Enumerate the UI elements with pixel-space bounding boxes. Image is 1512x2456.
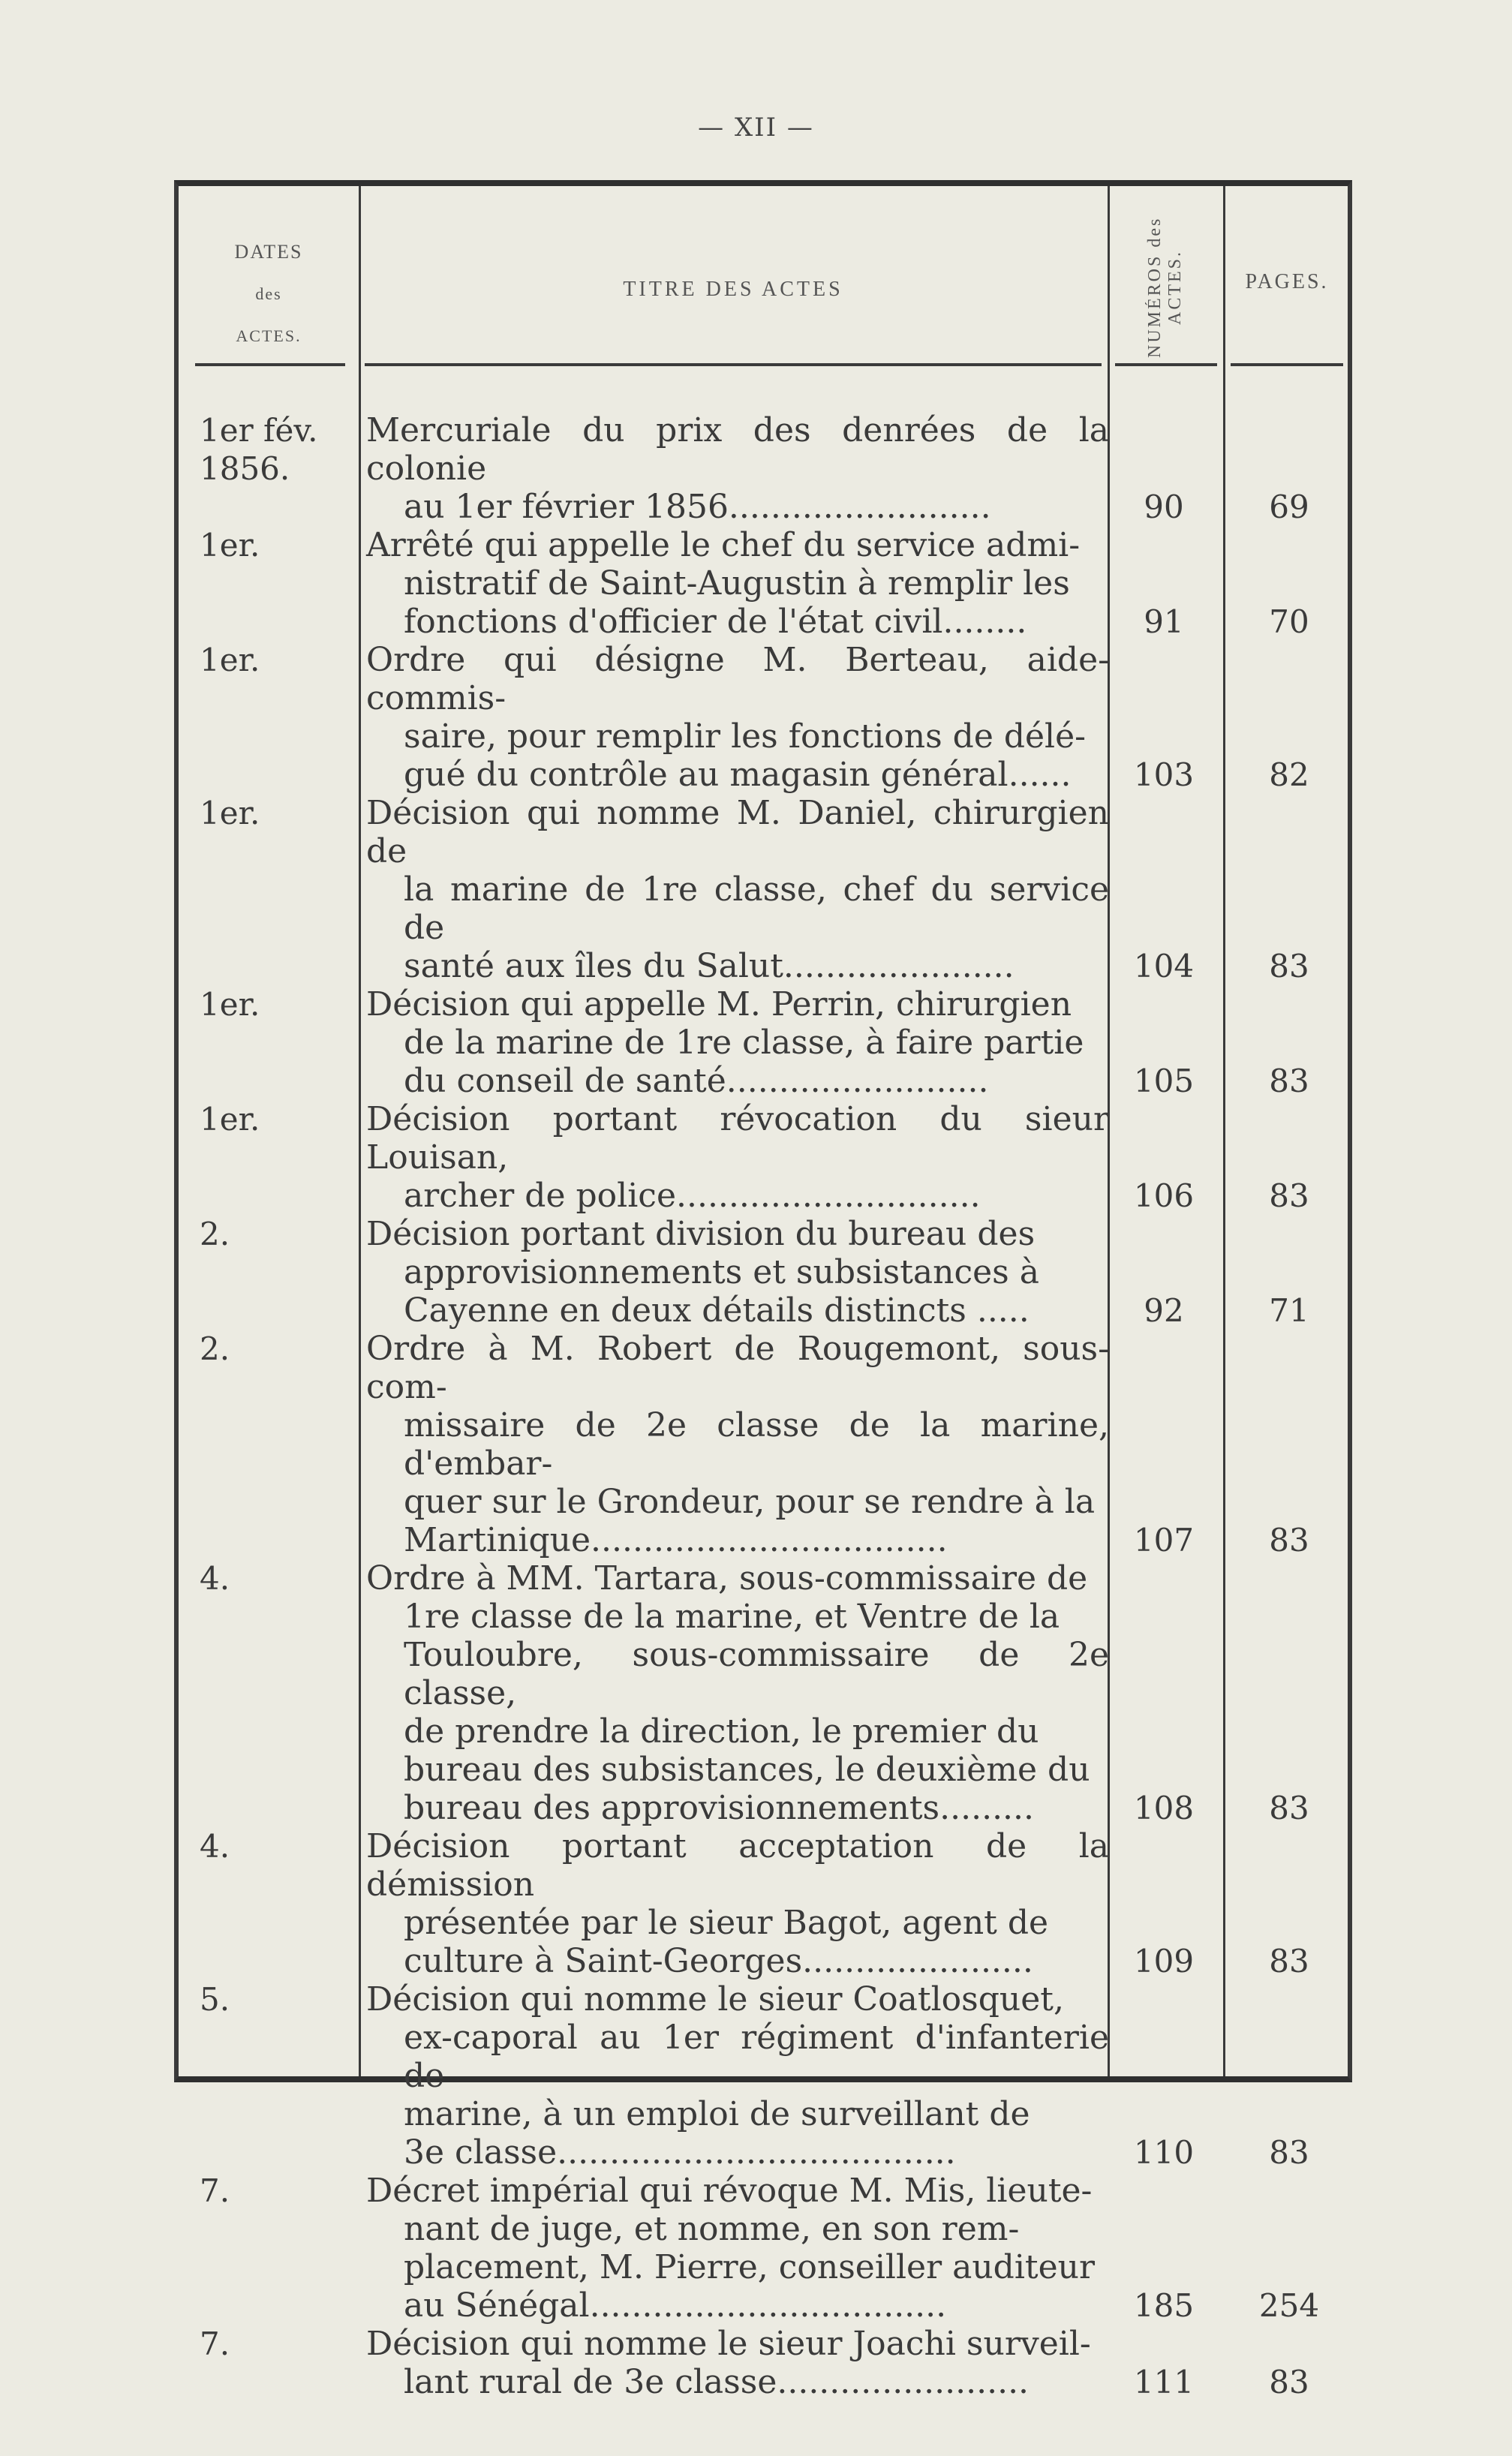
header-numeros-label: NUMÉROS des ACTES. [1145,216,1185,359]
header-rule-numeros [1115,363,1217,366]
act-title-line: ex-caporal au 1er régiment d'infanterie de [404,2019,1109,2095]
act-title-line: missaire de 2e classe de la marine, d'embar- [404,1406,1109,1483]
act-title-line: bureau des subsistances, le deuxième du [404,1751,1090,1789]
act-date: 7. [200,2325,230,2362]
act-title-line: 1re classe de la marine, et Ventre de la [404,1598,1060,1636]
act-title-line: santé aux îles du Salut...................... [404,947,1015,985]
act-row [179,526,1348,641]
act-title [366,2172,1109,2325]
act-title-line: présentée par le sieur Bagot, agent de [404,1904,1049,1942]
header-dates-line2: des [255,284,282,303]
header-dates-line1: DATES [234,241,303,263]
act-number: 105 [1133,1063,1195,1099]
act-date: 2. [200,1216,230,1252]
act-title-line: du conseil de santé......................... [404,1062,989,1100]
acts-list [179,411,1348,2401]
act-page: 69 [1269,488,1309,525]
act-title-line: Décret impérial qui révoque M. Mis, lieute- [366,2172,1093,2210]
act-date: 4. [200,1828,230,1865]
act-number: 111 [1133,2364,1195,2400]
act-date: 4. [200,1560,230,1597]
act-title [366,1980,1109,2172]
act-title [366,1330,1109,1559]
act-title-line: saire, pour remplir les fonctions de délé- [404,717,1087,756]
act-page: 82 [1269,756,1309,793]
act-title-line: fonctions d'officier de l'état civil........ [404,603,1027,641]
header-rule-title [365,363,1102,366]
act-title [366,1559,1109,1827]
header-pages: PAGES. [1245,270,1329,293]
act-page: 71 [1269,1292,1309,1329]
act-title-line: Cayenne en deux détails distincts ..... [404,1291,1030,1330]
act-row [179,1215,1348,1330]
act-title-line: Décision qui nomme le sieur Joachi surveil- [366,2325,1091,2363]
act-page: 83 [1269,1943,1309,1980]
act-title-line: Décision qui nomme M. Daniel, chirurgien de [366,794,1109,870]
act-title-line: Décision qui appelle M. Perrin, chirurgien [366,985,1072,1024]
act-title [366,794,1109,985]
act-title-line: au 1er février 1856......................... [404,488,991,526]
header-dates [179,231,359,357]
act-title [366,1827,1109,1980]
header-rule-pages [1231,363,1343,366]
act-title-line: Ordre qui désigne M. Berteau, aide-commis- [366,641,1109,717]
act-title-line: placement, M. Pierre, conseiller auditeur [404,2248,1095,2286]
act-number: 109 [1133,1943,1195,1980]
acts-table [174,180,1352,2401]
act-date: 1er. [200,795,260,831]
act-row [179,641,1348,794]
act-row [179,1980,1348,2172]
act-row [179,2172,1348,2325]
act-title-line: Décision portant division du bureau des [366,1215,1036,1253]
header-rule-dates [195,363,345,366]
act-page: 83 [1269,1522,1309,1559]
header-numeros [1108,216,1223,359]
act-title-line: Ordre à MM. Tartara, sous-commissaire de [366,1559,1088,1598]
act-page: 70 [1269,603,1309,640]
act-title-line: archer de police............................. [404,1177,981,1215]
act-row [179,985,1348,1100]
header-titre: TITRE DES ACTES [623,278,843,301]
act-row [179,1827,1348,1980]
act-title-line: Ordre à M. Robert de Rougemont, sous-com- [366,1330,1109,1406]
act-row [179,2325,1348,2401]
act-date: 1er. [200,527,260,564]
act-number: 185 [1133,2287,1195,2324]
act-title-line: Mercuriale du prix des denrées de la colonie [366,411,1109,488]
act-page: 83 [1269,1790,1309,1826]
act-number: 108 [1133,1790,1195,1826]
act-date: 1er. [200,1101,260,1138]
act-number: 106 [1133,1177,1195,1214]
act-number: 107 [1133,1522,1195,1559]
act-title-line: Arrêté qui appelle le chef du service admi- [366,526,1081,564]
act-title-line: la marine de 1re classe, chef du service de [404,870,1109,947]
act-page: 83 [1269,2364,1309,2400]
act-title-line: Décision portant révocation du sieur Louisan, [366,1100,1109,1177]
act-title [366,985,1109,1100]
act-row [179,1100,1348,1215]
act-title-line: approvisionnements et subsistances à [404,1253,1039,1291]
act-row [179,1330,1348,1559]
act-date: 1er. [200,986,260,1023]
act-date: 2. [200,1330,230,1367]
act-date: 1er fév. 1856. [200,412,318,487]
act-date: 5. [200,1981,230,2018]
act-title [366,641,1109,794]
act-title [366,526,1109,641]
act-number: 104 [1133,948,1195,985]
act-title-line: culture à Saint-Georges...................... [404,1942,1033,1980]
act-title-line: lant rural de 3e classe........................ [404,2363,1030,2401]
act-page: 254 [1258,2287,1320,2324]
act-number: 90 [1144,488,1184,525]
act-title-line: Touloubre, sous-commissaire de 2e classe, [404,1636,1109,1712]
act-date: 1er. [200,642,260,678]
act-number: 103 [1133,756,1195,793]
act-title-line: nant de juge, et nomme, en son rem- [404,2210,1020,2248]
header-dates-line3: ACTES. [236,326,302,345]
act-title-line: de la marine de 1re classe, à faire partie [404,1024,1084,1062]
act-number: 91 [1144,603,1184,640]
act-number: 110 [1133,2134,1195,2171]
act-number: 92 [1144,1292,1184,1329]
act-title-line: marine, à un emploi de surveillant de [404,2095,1030,2133]
act-title-line: nistratif de Saint-Augustin à remplir les [404,564,1070,603]
act-title [366,2325,1109,2401]
act-title [366,1215,1109,1330]
act-date: 7. [200,2172,230,2209]
act-title-line: Décision portant acceptation de la démission [366,1827,1109,1904]
act-row [179,794,1348,985]
act-title-line: quer sur le Grondeur, pour se rendre à la [404,1483,1096,1521]
act-title [366,411,1109,526]
act-page: 83 [1269,948,1309,985]
act-title-line: au Sénégal.................................. [404,2286,947,2325]
act-row [179,411,1348,526]
act-title-line: de prendre la direction, le premier du [404,1712,1039,1751]
act-page: 83 [1269,1063,1309,1099]
act-title-line: Décision qui nomme le sieur Coatlosquet, [366,1980,1064,2019]
act-title-line: 3e classe...................................... [404,2133,956,2172]
act-row [179,1559,1348,1827]
act-page: 83 [1269,1177,1309,1214]
act-title [366,1100,1109,1215]
act-title-line: Martinique.................................. [404,1521,948,1559]
page-folio: — XII — [698,113,814,143]
act-page: 83 [1269,2134,1309,2171]
act-title-line: bureau des approvisionnements......... [404,1789,1035,1827]
act-title-line: gué du contrôle au magasin général...... [404,756,1072,794]
